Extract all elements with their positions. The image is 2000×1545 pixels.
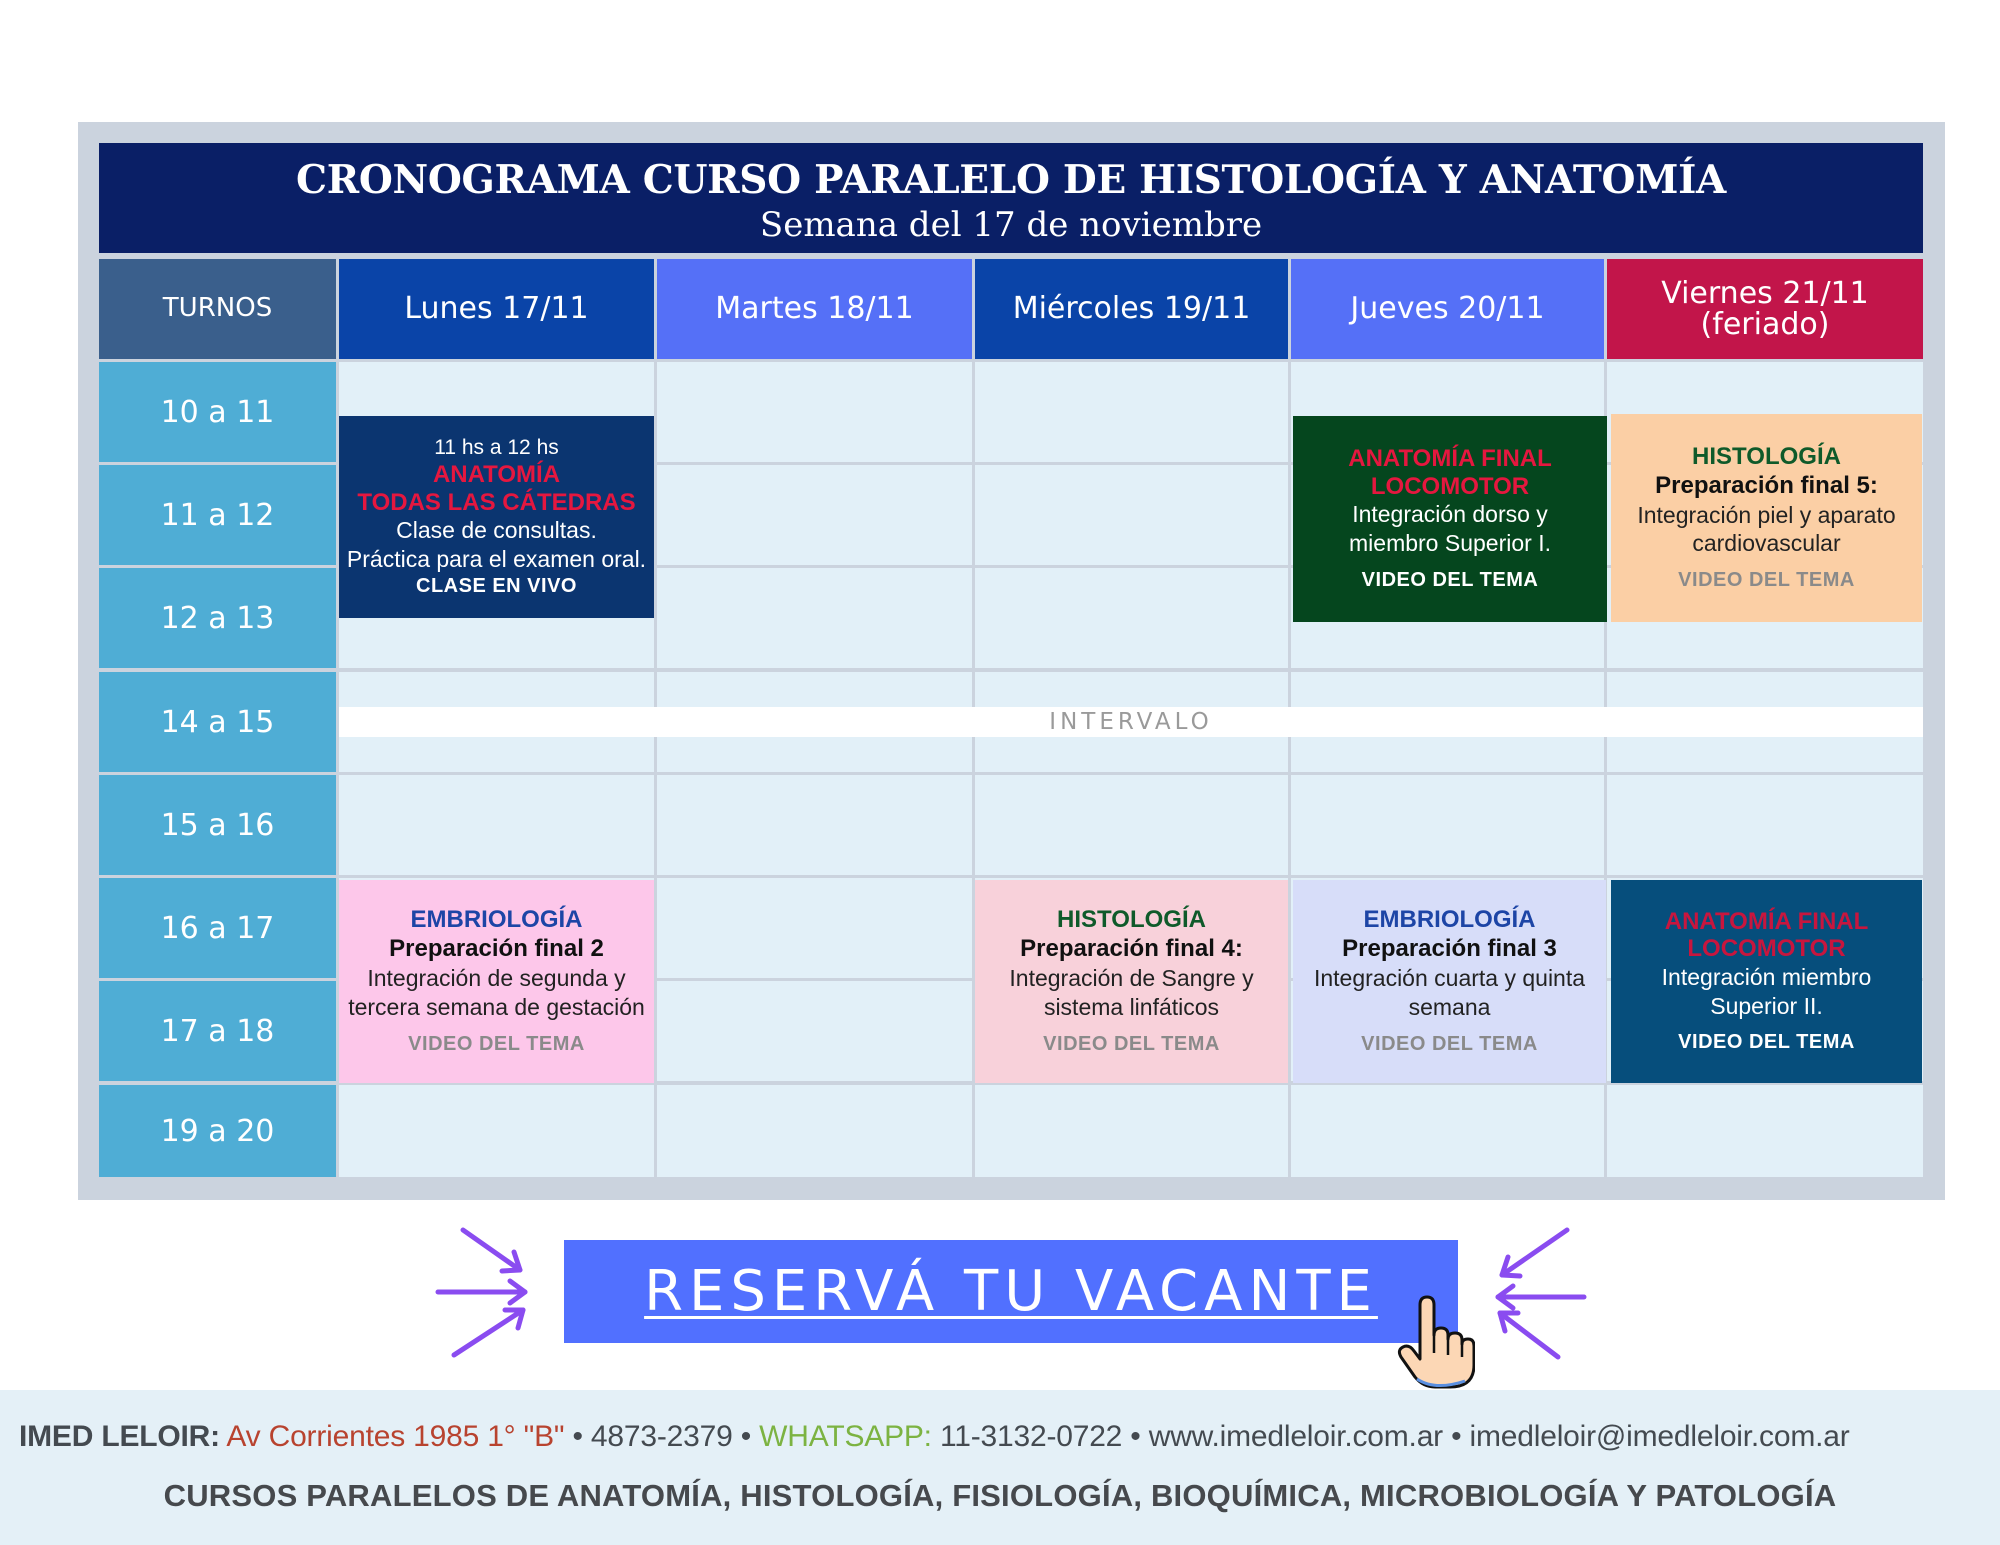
grid-cell <box>975 568 1288 668</box>
grid-cell <box>975 465 1288 565</box>
event-tag: VIDEO DEL TEMA <box>408 1032 585 1055</box>
event-subject: ANATOMÍA FINAL LOCOMOTOR <box>1348 445 1552 500</box>
footer <box>0 1390 2000 1545</box>
page-subtitle: Semana del 17 de noviembre <box>759 205 1263 245</box>
footer-email-link[interactable]: imedleloir@imedleloir.com.ar <box>1469 1420 1850 1453</box>
grid-cell <box>339 775 654 875</box>
grid-cell <box>657 981 972 1081</box>
grid-cell <box>975 1085 1288 1177</box>
grid-cell <box>339 1085 654 1177</box>
event-anatomia-viernes[interactable] <box>1611 880 1922 1083</box>
event-description: Integración piel y aparato cardiovascular <box>1637 501 1896 557</box>
event-subject: HISTOLOGÍA <box>1057 906 1206 934</box>
event-tag: VIDEO DEL TEMA <box>1678 569 1855 592</box>
arrows-right-icon <box>1480 1225 1590 1365</box>
footer-whatsapp-label: WHATSAPP: <box>759 1420 932 1453</box>
event-time: 11 hs a 12 hs <box>434 436 559 460</box>
footer-address: Av Corrientes 1985 1° "B" <box>226 1420 565 1453</box>
grid-cell <box>1291 1085 1604 1177</box>
event-description: Integración dorso y miembro Superior I. <box>1349 501 1551 557</box>
time-slot: 16 a 17 <box>99 878 336 978</box>
event-tag: CLASE EN VIVO <box>416 574 577 597</box>
event-subject: HISTOLOGÍA <box>1692 442 1841 470</box>
footer-phone: • 4873-2379 • <box>572 1420 752 1453</box>
reserva-vacante-button[interactable] <box>564 1240 1458 1343</box>
arrows-left-icon <box>430 1225 540 1365</box>
event-subject: EMBRIOLOGÍA <box>1363 906 1536 934</box>
event-description: Integración miembro Superior II. <box>1661 963 1872 1019</box>
grid-cell <box>657 465 972 565</box>
event-description: Integración cuarta y quinta semana <box>1313 965 1586 1020</box>
header-day-viernes: Viernes 21/11 (feriado) <box>1607 259 1923 359</box>
title-banner <box>99 143 1923 253</box>
time-slot: 15 a 16 <box>99 775 336 875</box>
time-slot: 14 a 15 <box>99 672 336 772</box>
event-title: Preparación final 4: <box>1020 935 1243 963</box>
header-day-martes: Martes 18/11 <box>657 259 972 359</box>
footer-courses: CURSOS PARALELOS DE ANATOMÍA, HISTOLOGÍA, FISIOLOGÍA, BIOQUÍMICA, MICROBIOLOGÍA Y PATOLOGÍA <box>163 1478 1837 1513</box>
header-turnos: TURNOS <box>99 259 336 359</box>
event-title: Preparación final 5: <box>1655 471 1878 499</box>
grid-cell <box>975 775 1288 875</box>
grid-cell <box>1607 775 1923 875</box>
event-subject: ANATOMÍA FINAL LOCOMOTOR <box>1664 907 1869 963</box>
event-embriologia-jueves[interactable] <box>1293 880 1606 1083</box>
event-anatomia-jueves[interactable] <box>1293 416 1607 622</box>
event-subject: EMBRIOLOGÍA <box>410 906 583 934</box>
grid-cell <box>1291 775 1604 875</box>
event-tag: VIDEO DEL TEMA <box>1678 1031 1855 1054</box>
event-title: Preparación final 3 <box>1342 935 1557 963</box>
event-histologia-viernes[interactable] <box>1611 414 1922 622</box>
event-subject: ANATOMÍA TODAS LAS CÁTEDRAS <box>357 461 636 516</box>
grid-cell <box>657 1085 972 1177</box>
footer-web-link[interactable]: www.imedleloir.com.ar • <box>1148 1420 1462 1453</box>
event-title: Preparación final 2 <box>389 935 604 963</box>
time-slot: 17 a 18 <box>99 981 336 1081</box>
event-tag: VIDEO DEL TEMA <box>1043 1032 1220 1055</box>
header-day-miercoles: Miércoles 19/11 <box>975 259 1288 359</box>
footer-contact <box>19 1420 1850 1454</box>
header-day-jueves: Jueves 20/11 <box>1291 259 1604 359</box>
grid-cell <box>657 775 972 875</box>
grid-cell <box>1607 1085 1923 1177</box>
time-slot: 19 a 20 <box>99 1085 336 1177</box>
time-slot: 12 a 13 <box>99 568 336 668</box>
grid-cell <box>975 362 1288 462</box>
footer-whatsapp-number[interactable]: 11-3132-0722 • <box>939 1420 1141 1453</box>
event-embriologia-lunes[interactable] <box>339 880 654 1083</box>
event-description: Clase de consultas. Práctica para el examen oral. <box>346 517 647 573</box>
grid-cell <box>657 362 972 462</box>
event-tag: VIDEO DEL TEMA <box>1361 1032 1538 1055</box>
event-description: Integración de segunda y tercera semana de gestación <box>348 965 645 1020</box>
hand-pointer-icon <box>1395 1295 1475 1390</box>
event-description: Integración de Sangre y sistema linfáticos <box>1009 965 1254 1020</box>
page-title: CRONOGRAMA CURSO PARALELO DE HISTOLOGÍA Y ANATOMÍA <box>295 157 1727 203</box>
time-slot: 11 a 12 <box>99 465 336 565</box>
grid-cell <box>657 878 972 978</box>
event-histologia-miercoles[interactable] <box>975 880 1288 1083</box>
intervalo-band: INTERVALO <box>339 707 1923 737</box>
time-slot: 10 a 11 <box>99 362 336 462</box>
header-day-lunes: Lunes 17/11 <box>339 259 654 359</box>
cta-label: RESERVÁ TU VACANTE <box>644 1259 1378 1324</box>
event-tag: VIDEO DEL TEMA <box>1361 568 1539 591</box>
event-anatomia-lunes[interactable] <box>339 416 654 618</box>
footer-brand: IMED LELOIR: <box>19 1420 220 1453</box>
grid-cell <box>657 568 972 668</box>
